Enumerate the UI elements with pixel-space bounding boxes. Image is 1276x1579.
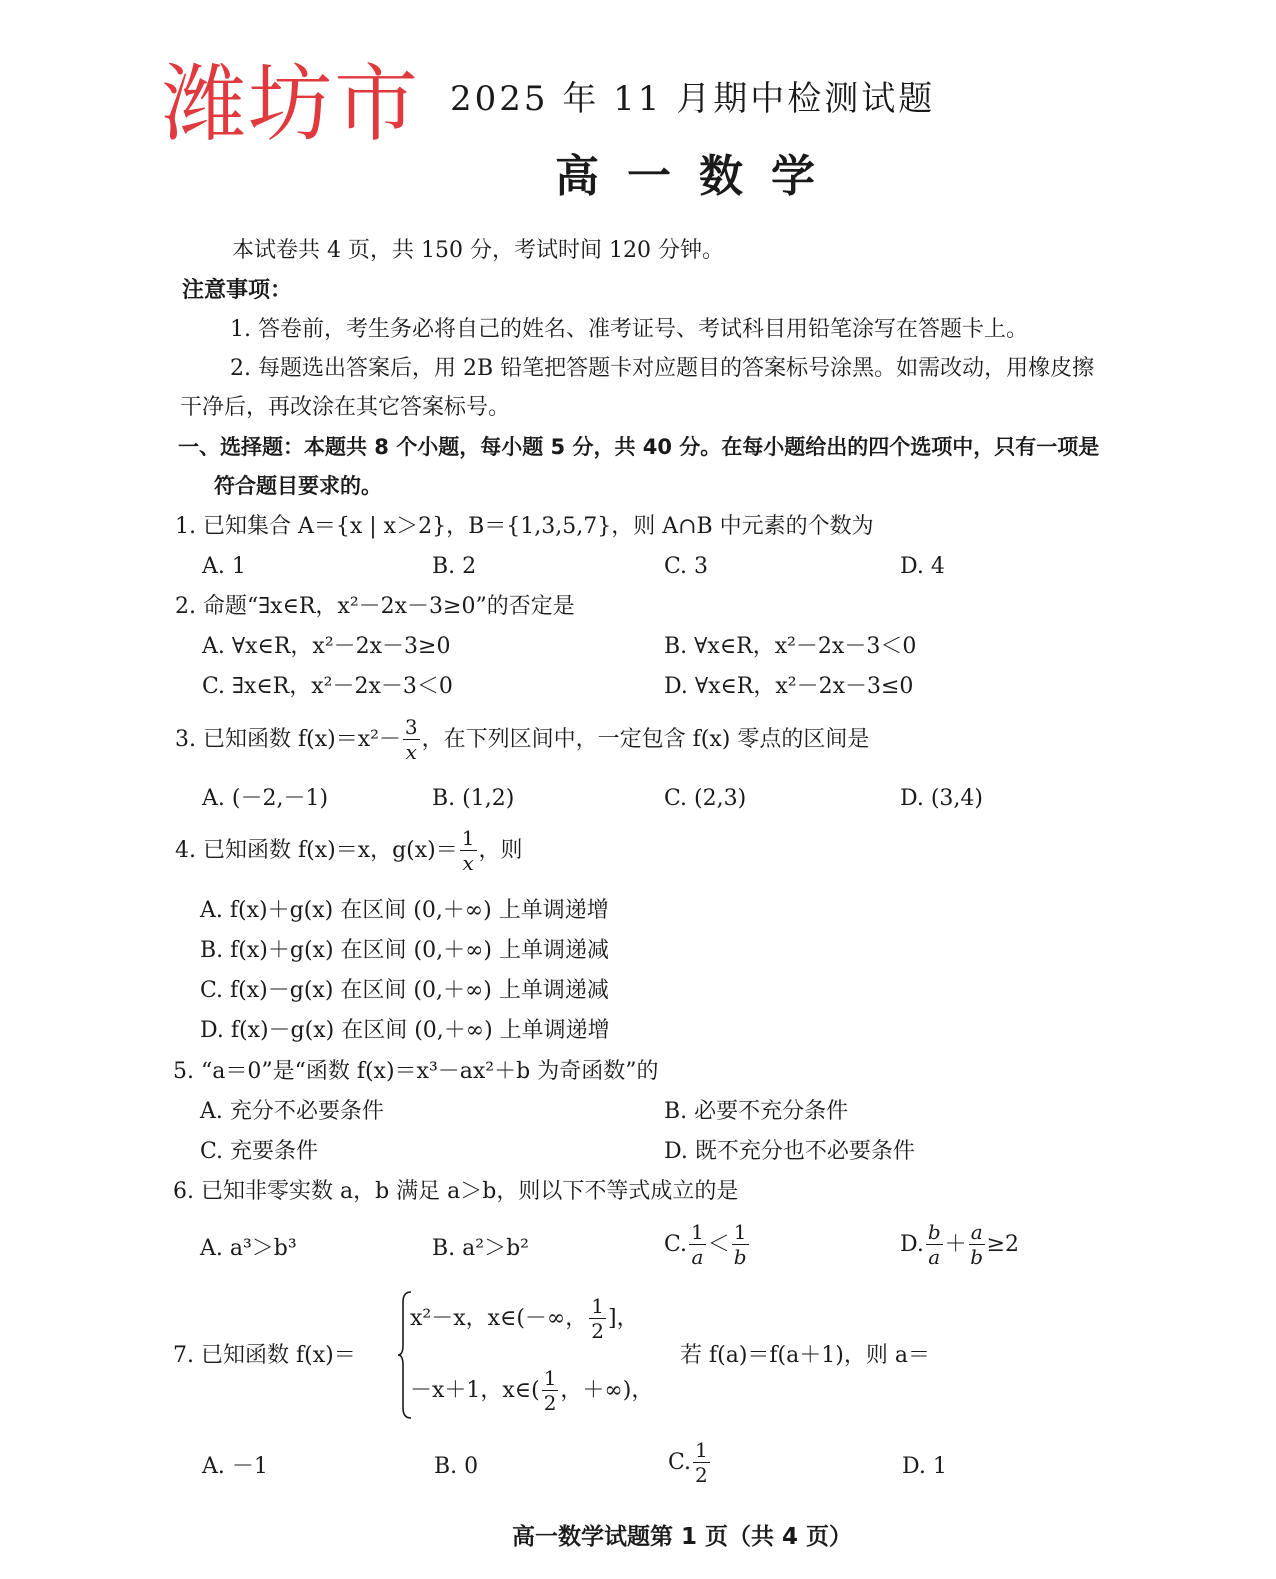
note-item-2: 2. 每题选出答案后，用 2B 铅笔把答题卡对应题目的答案标号涂黑。如需改动，用橡皮擦 [230,356,1095,381]
q3-option-b: B. (1,2) [432,786,515,811]
question-6-stem: 6. 已知非零实数 a，b 满足 a＞b，则以下不等式成立的是 [173,1179,739,1204]
question-2-stem: 2. 命题“∃x∈R，x²－2x－3≥0”的否定是 [175,594,575,619]
q4-stem-post: ，则 [478,837,523,863]
q2-option-c: C. ∃x∈R，x²－2x－3＜0 [202,674,453,699]
q6-option-c: C. $\frac{1}{a}$ ＜ $\frac{1}{b}$ [664,1220,747,1269]
q4-option-a: A. f(x)＋g(x) 在区间 (0,＋∞) 上单调递增 [200,898,609,923]
q1-option-c: C. 3 [664,554,709,579]
q1-option-b: B. 2 [432,554,477,579]
city-title: 潍坊市 [162,55,421,153]
q6d-frac-2: $\frac{a}{b}$ [970,1220,984,1269]
note-item-1: 1. 答卷前，考生务必将自己的姓名、准考证号、考试科目用铅笔涂写在答题卡上。 [230,317,1028,342]
q3-option-d: D. (3,4) [900,786,983,811]
q5-option-d: D. 既不充分也不必要条件 [664,1139,915,1164]
subject-title: 高一数学 [555,151,843,202]
q7-case-1: x²－x，x∈(－∞， $\frac{1}{2}$ ]， [410,1294,639,1343]
q3-fraction: $\frac{3}{x}$ [404,715,418,764]
page-footer: 高一数学试题第 1 页（共 4 页） [512,1524,853,1550]
question-1-stem: 1. 已知集合 A＝{x | x＞2}，B＝{1,3,5,7}，则 A∩B 中元素的个数为 [175,514,874,539]
q4-option-d: D. f(x)－g(x) 在区间 (0,＋∞) 上单调递增 [200,1018,610,1043]
question-5-stem: 5. “a＝0”是“函数 f(x)＝x³－ax²＋b 为奇函数”的 [173,1059,659,1084]
q7-option-b: B. 0 [434,1454,479,1479]
q5-option-a: A. 充分不必要条件 [200,1099,384,1124]
question-3-stem [175,717,869,762]
q6-option-d: D. $\frac{b}{a}$ ＋ $\frac{a}{b}$ ≥2 [900,1220,1020,1269]
question-4-stem [175,828,523,873]
q4-fraction: $\frac{1}{x}$ [461,826,475,875]
note-item-2-cont: 干净后，再改涂在其它答案标号。 [180,395,511,420]
question-7-stem-post: 若 f(a)＝f(a＋1)，则 a＝ [680,1343,930,1368]
q7-option-c: C. $\frac{1}{2}$ [668,1438,708,1487]
q3-stem-post: ，在下列区间中，一定包含 f(x) 零点的区间是 [421,726,870,752]
q3-stem-pre: 3. 已知函数 f(x)＝x²－ [175,726,401,752]
q2-option-b: B. ∀x∈R，x²－2x－3＜0 [664,634,917,659]
section-heading: 一、选择题：本题共 8 个小题，每小题 5 分，共 40 分。在每小题给出的四个选项中，只有一项是 [178,435,1100,459]
notes-heading: 注意事项： [182,278,293,303]
q6c-frac-1: $\frac{1}{a}$ [691,1220,704,1269]
q7-option-d: D. 1 [902,1454,947,1479]
q3-option-a: A. (－2,－1) [202,786,329,811]
q2-option-d: D. ∀x∈R，x²－2x－3≤0 [664,674,914,699]
q7-case1-frac: $\frac{1}{2}$ [591,1294,604,1343]
exam-title: 2025 年 11 月期中检测试题 [450,79,936,119]
q2-option-a: A. ∀x∈R，x²－2x－3≥0 [202,634,451,659]
section-heading-cont: 符合题目要求的。 [214,474,382,498]
q6c-frac-2: $\frac{1}{b}$ [733,1220,747,1269]
q5-option-c: C. 充要条件 [200,1139,319,1164]
q6-option-b: B. a²＞b² [432,1236,529,1261]
q6-option-a: A. a³＞b³ [200,1236,297,1261]
q4-stem-pre: 4. 已知函数 f(x)＝x，g(x)＝ [175,837,458,863]
q7-option-a: A. －1 [202,1454,268,1479]
q4-option-c: C. f(x)－g(x) 在区间 (0,＋∞) 上单调递减 [200,978,609,1003]
q7-case2-frac: $\frac{1}{2}$ [543,1366,557,1415]
q1-option-d: D. 4 [900,554,945,579]
q6d-frac-1: $\frac{b}{a}$ [927,1220,941,1269]
intro-text: 本试卷共 4 页，共 150 分，考试时间 120 分钟。 [232,238,724,263]
q1-option-a: A. 1 [202,554,246,579]
q3-option-c: C. (2,3) [664,786,747,811]
question-7-stem-pre: 7. 已知函数 f(x)＝ [173,1343,356,1368]
q4-option-b: B. f(x)＋g(x) 在区间 (0,＋∞) 上单调递减 [200,938,609,963]
q7-case-2: －x＋1，x∈( $\frac{1}{2}$ ，＋∞)， [410,1366,654,1415]
q5-option-b: B. 必要不充分条件 [664,1099,849,1124]
q7c-frac: $\frac{1}{2}$ [695,1438,708,1487]
